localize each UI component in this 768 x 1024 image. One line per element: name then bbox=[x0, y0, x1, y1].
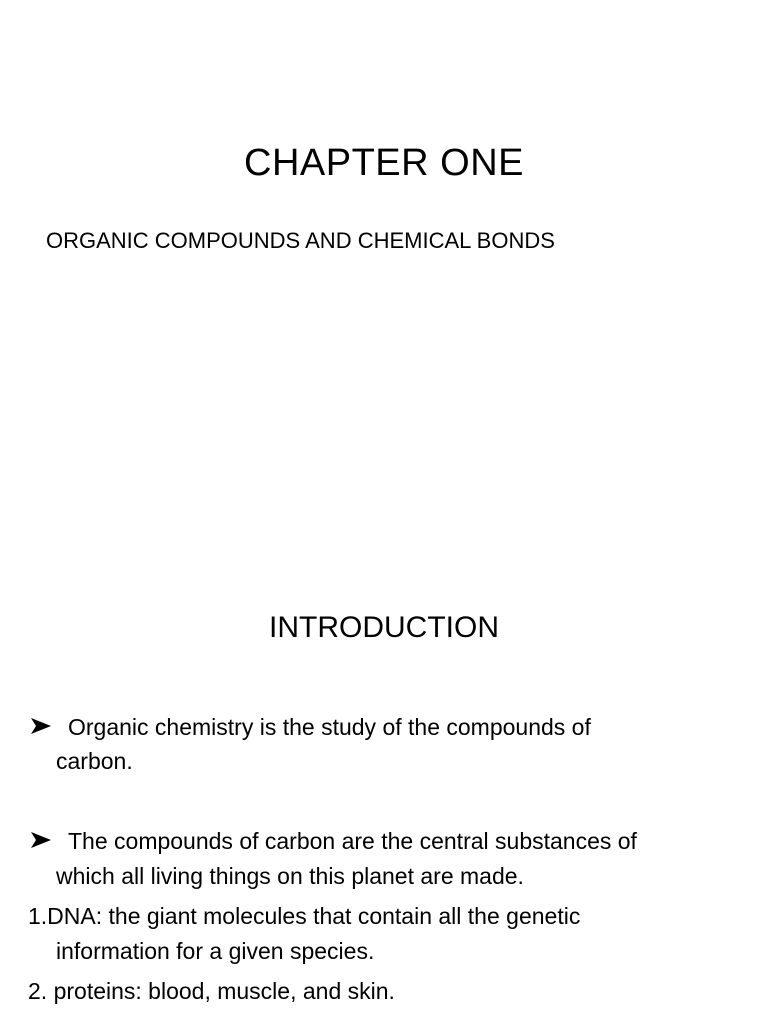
chapter-subtitle: ORGANIC COMPOUNDS AND CHEMICAL BONDS bbox=[46, 228, 555, 253]
chapter-title: CHAPTER ONE bbox=[244, 142, 524, 184]
bullet-1-line-1: Organic chemistry is the study of the compounds of bbox=[68, 714, 591, 740]
numbered-item-2-line-1: 2. proteins: blood, muscle, and skin. bbox=[28, 978, 395, 1004]
section-heading: INTRODUCTION bbox=[269, 611, 499, 644]
arrow-bullet-icon bbox=[30, 831, 52, 849]
numbered-item-1-line-2: information for a given species. bbox=[56, 938, 375, 964]
arrow-bullet-icon bbox=[30, 717, 52, 735]
bullet-2-line-1: The compounds of carbon are the central substances of bbox=[68, 828, 637, 854]
bullet-2-line-2: which all living things on this planet are made. bbox=[56, 863, 524, 889]
bullet-1-line-2: carbon. bbox=[56, 748, 133, 774]
numbered-item-1-line-1: 1.DNA: the giant molecules that contain all the genetic bbox=[28, 903, 581, 929]
